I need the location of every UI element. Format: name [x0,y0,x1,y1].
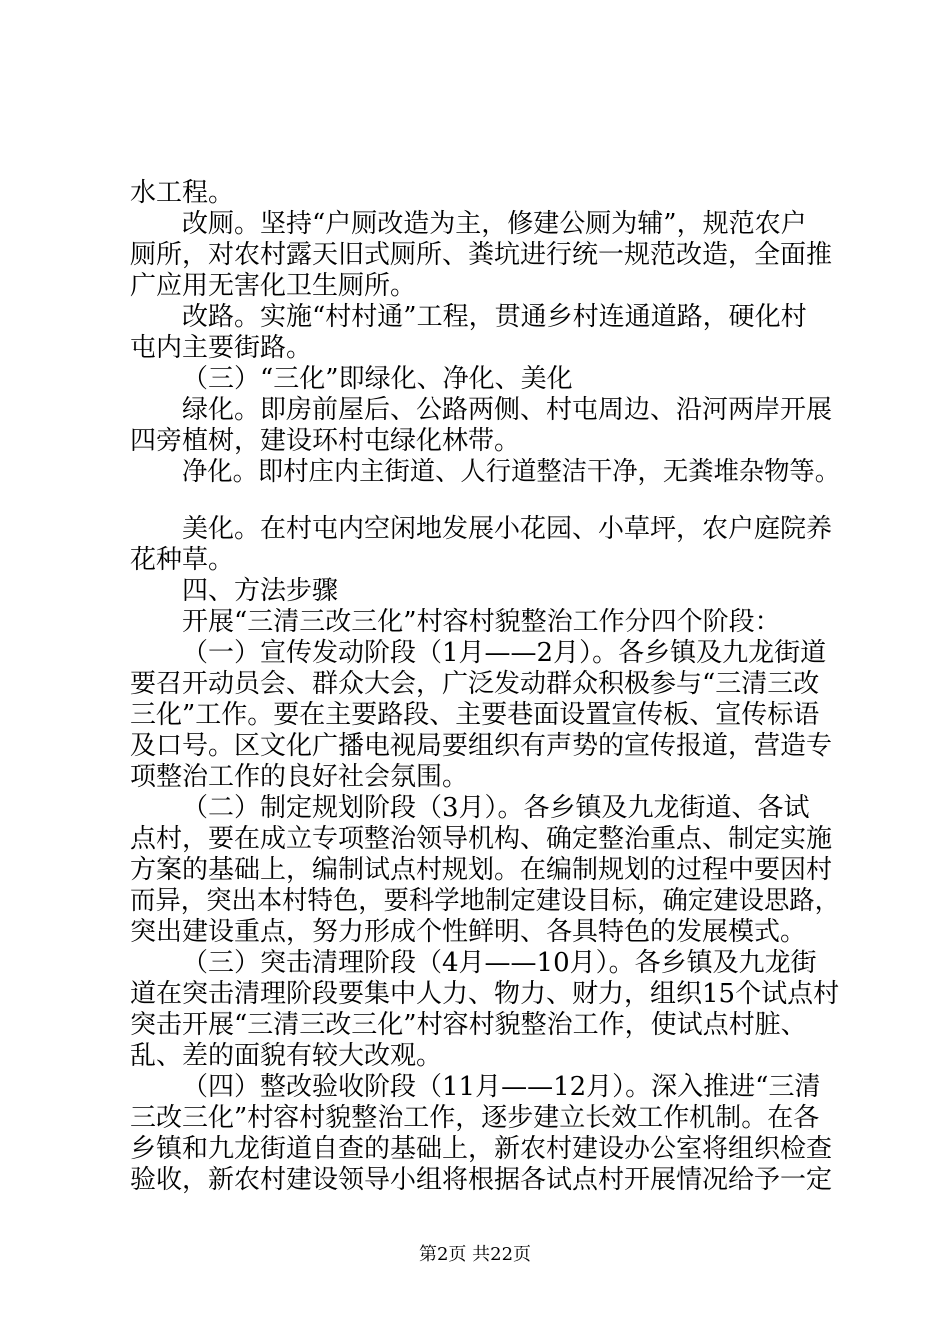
text-line: （四）整改验收阶段（11月——12月）。深入推进“三清 [182,1072,821,1102]
text-line: 验收，新农村建设领导小组将根据各试点村开展情况给予一定 [130,1165,833,1195]
text-line: 美化。在村屯内空闲地发展小花园、小草坪，农户庭院养 [182,514,833,544]
text-line: 乡镇和九龙街道自查的基础上，新农村建设办公室将组织检查 [130,1134,833,1164]
text-line: 四旁植树，建设环村屯绿化林带。 [130,426,521,456]
text-line: 花种草。 [130,545,235,575]
text-line: （三）突击清理阶段（4月——10月）。各乡镇及九龙街 [182,948,817,978]
text-line: （一）宣传发动阶段（1月——2月）。各乡镇及九龙街道 [182,638,827,668]
text-line: 三改三化”村容村貌整治工作，逐步建立长效工作机制。在各 [130,1103,820,1133]
text-line: 三化”工作。要在主要路段、主要巷面设置宣传板、宣传标语 [130,700,820,730]
text-line: 开展“三清三改三化”村容村貌整治工作分四个阶段： [182,607,781,637]
text-line: 广应用无害化卫生厕所。 [130,271,417,301]
text-line: 点村，要在成立专项整治领导机构、确定整治重点、制定实施 [130,824,833,854]
section-heading: （三）“三化”即绿化、净化、美化 [182,364,573,394]
text-line: 绿化。即房前屋后、公路两侧、村屯周边、沿河两岸开展 [182,395,833,425]
page-number-footer: 第2页 共22页 [418,1244,532,1265]
text-line: 方案的基础上，编制试点村规划。在编制规划的过程中要因村 [130,855,833,885]
text-line: 道在突击清理阶段要集中人力、物力、财力，组织15个试点村 [130,979,840,1009]
text-line: 及口号。区文化广播电视局要组织有声势的宣传报道，营造专 [130,731,833,761]
text-line: 屯内主要街路。 [130,333,313,363]
text-line: 改厕。坚持“户厕改造为主，修建公厕为辅”，规范农户 [182,209,807,239]
text-line: 水工程。 [130,178,235,208]
text-line: 突击开展“三清三改三化”村容村貌整治工作，使试点村脏、 [130,1010,807,1040]
text-line: 净化。即村庄内主街道、人行道整洁干净，无粪堆杂物等。 [182,457,841,487]
text-line: （二）制定规划阶段（3月）。各乡镇及九龙街道、各试 [182,793,810,823]
text-line: 要召开动员会、群众大会，广泛发动群众积极参与“三清三改 [130,669,820,699]
text-line: 突出建设重点，努力形成个性鲜明、各具特色的发展模式。 [130,917,807,947]
text-line: 厕所，对农村露天旧式厕所、粪坑进行统一规范改造，全面推 [130,240,833,270]
text-line: 项整治工作的良好社会氛围。 [130,762,469,792]
section-heading: 四、方法步骤 [182,576,339,606]
text-line: 而异，突出本村特色，要科学地制定建设目标，确定建设思路， [130,886,841,916]
text-line: 乱、差的面貌有较大改观。 [130,1041,443,1071]
text-line: 改路。实施“村村通”工程，贯通乡村连通道路，硬化村 [182,302,807,332]
